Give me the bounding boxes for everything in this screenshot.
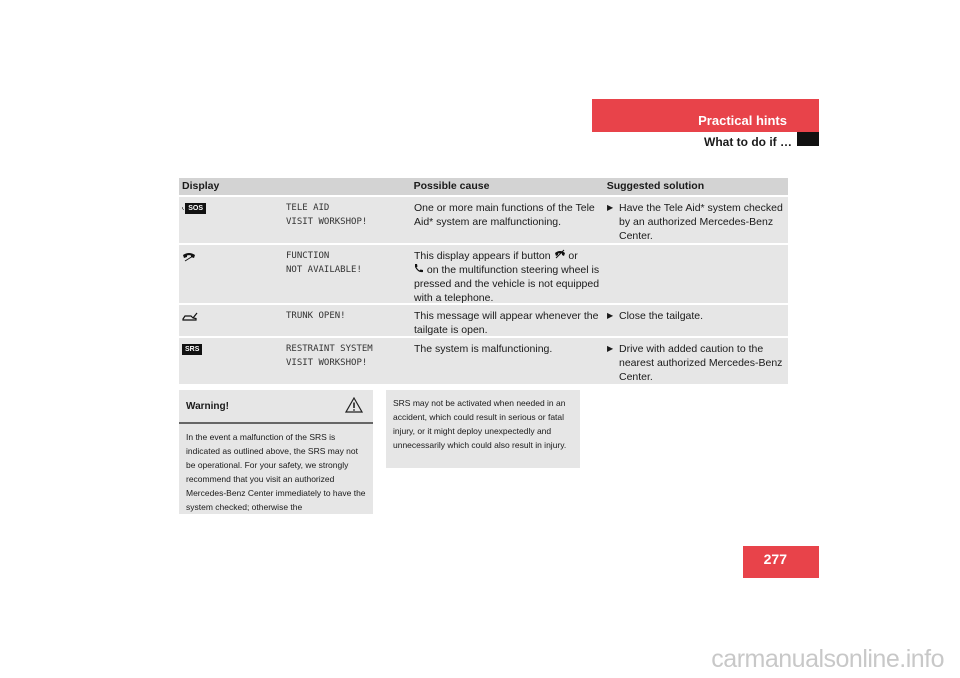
- solution-text: Close the tailgate.: [619, 310, 704, 322]
- section-header: [592, 99, 819, 132]
- section-title: Practical hints: [698, 113, 787, 128]
- cause-text: This display appears if button: [414, 250, 551, 262]
- display-cell: [179, 197, 411, 243]
- table-row: [179, 336, 788, 384]
- arrow-icon: ▶: [607, 203, 614, 212]
- display-line: TELE AID: [286, 203, 330, 213]
- end-call-button-icon: [554, 249, 566, 263]
- table-row: [179, 243, 788, 303]
- phone-handset-icon: [182, 250, 206, 263]
- cause-cell: One or more main functions of the Tele Aid* system are malfunctioning.: [414, 202, 595, 228]
- solution-cell: [604, 197, 788, 243]
- warning-continued-box: [386, 390, 580, 468]
- warning-continued-text: SRS may not be activated when needed in an accident, which could result in serious or fatal injury, or it might deploy unexpectedly and unnecessarily which could also result in injury.: [393, 398, 567, 450]
- display-cell: [179, 305, 411, 336]
- page-number-box: [743, 546, 819, 578]
- warning-header: [179, 390, 373, 424]
- sos-label: SOS: [185, 203, 206, 214]
- display-line: VISIT WORKSHOP!: [286, 217, 368, 227]
- display-line: RESTRAINT SYSTEM: [286, 344, 373, 354]
- cause-cell: This message will appear whenever the tailgate is open.: [414, 310, 599, 336]
- warning-box: [179, 390, 373, 514]
- header-marker: [797, 132, 819, 146]
- display-line: TRUNK OPEN!: [286, 311, 346, 321]
- srs-icon: [182, 343, 206, 356]
- trunk-open-icon: [182, 310, 206, 323]
- table-row: [179, 195, 788, 243]
- column-header-display: Display: [182, 180, 220, 192]
- cause-cell: The system is malfunctioning.: [414, 343, 553, 355]
- watermark: carmanualsonline.info: [711, 645, 944, 673]
- column-header-solution: Suggested solution: [606, 180, 705, 192]
- table-header: [179, 178, 788, 195]
- warning-triangle-icon: [345, 397, 363, 416]
- solution-cell: [604, 305, 788, 336]
- warning-title: Warning!: [186, 400, 229, 412]
- display-line: VISIT WORKSHOP!: [286, 358, 368, 368]
- subsection-title: What to do if …: [704, 135, 792, 149]
- solution-text: Drive with added caution to the nearest authorized Mercedes-Benz Center.: [619, 343, 783, 383]
- phone-sos-icon: [182, 202, 206, 215]
- display-line: NOT AVAILABLE!: [286, 265, 362, 275]
- display-cell: [179, 338, 411, 384]
- table-row: [179, 303, 788, 336]
- solution-cell: [604, 245, 788, 303]
- srs-label: SRS: [182, 344, 202, 355]
- arrow-icon: ▶: [607, 344, 614, 353]
- column-header-cause: Possible cause: [413, 180, 490, 192]
- cause-text: on the multifunction steering wheel is pressed and the vehicle is not equipped with a telephone.: [414, 264, 600, 305]
- page-number: 277: [763, 551, 787, 567]
- display-line: FUNCTION: [286, 251, 330, 261]
- call-button-icon: [414, 263, 424, 277]
- solution-text: Have the Tele Aid* system checked by an authorized Mercedes-Benz Center.: [619, 202, 783, 242]
- solution-cell: [604, 338, 788, 384]
- warning-text: In the event a malfunction of the SRS is indicated as outlined above, the SRS may not be operational. For your safety, we strongly recommend that you visit an authorized Mercedes-Benz Center immediately to have the system checked; otherwise the: [186, 432, 366, 512]
- display-cell: [179, 245, 411, 303]
- message-table: [179, 178, 788, 384]
- cause-cell: [411, 245, 604, 303]
- arrow-icon: ▶: [607, 311, 614, 320]
- cause-text: or: [568, 250, 578, 262]
